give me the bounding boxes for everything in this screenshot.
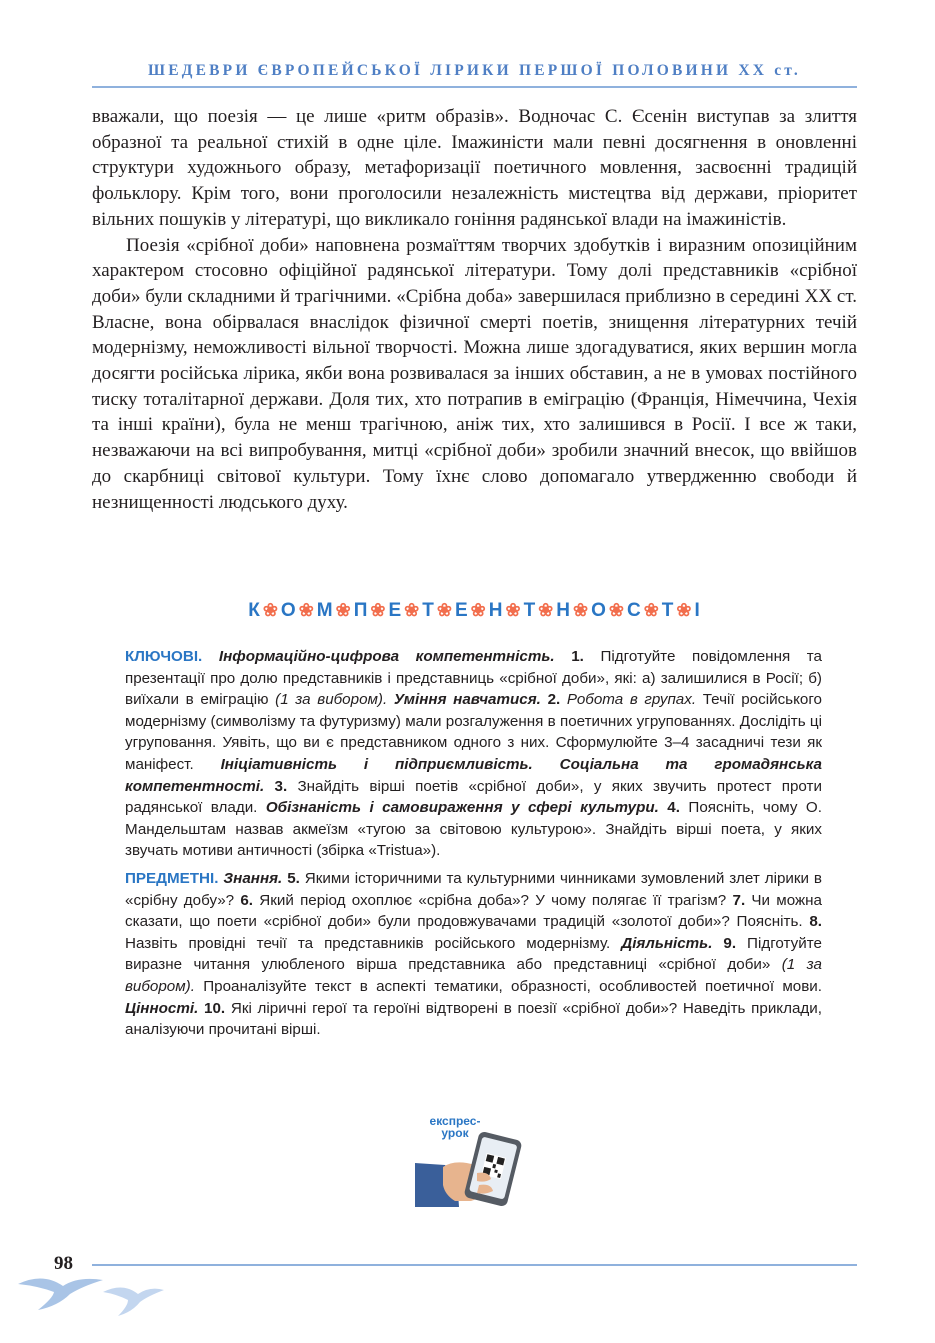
express-lesson-label: експрес- урок <box>429 1114 481 1140</box>
heading-letter: Н <box>556 600 571 621</box>
tasks-block <box>125 646 822 1047</box>
heading-letter: О <box>591 600 607 621</box>
running-header: ШЕДЕВРИ ЄВРОПЕЙСЬКОЇ ЛІРИКИ ПЕРШОЇ ПОЛОВИНИ XX ст. <box>147 62 801 79</box>
heading-letter: Е <box>454 600 469 621</box>
heading-letter: Т <box>661 600 675 621</box>
heading-letter: М <box>316 600 334 621</box>
heading-letter: І <box>694 600 701 621</box>
subject-competencies: ПРЕДМЕТНІ. Знання. 5. Якими історичними та культурними чинниками зумовлений злет лірики в «срібну добу»? 6. Який період охоплює «срібна доба»? У чому полягає її трагізм? 7. Чи можна сказати, що поети «срібної доби» були продовжувачами традицій «золотої доби»? Поясніть. 8. Назвіть провідні течії та представників російського модернізму. Діяльність. 9. Підготуйте виразне читання улюбленого вірша представника або представниці «срібної доби» (1 за вибором). Проаналізуйте текст в аспекті тематики, образності, особливостей поетичної мови. Цінності. 10. Які ліричні герої та героїні відтворені в поезії «срібної доби»? Наведіть приклади, аналізуючи прочитані вірші. <box>125 869 823 1039</box>
key-label: КЛЮЧОВІ. <box>125 648 203 665</box>
heading-letter: С <box>626 600 642 621</box>
page-number: 98 <box>54 1253 73 1274</box>
subject-label: ПРЕДМЕТНІ. <box>125 869 219 887</box>
heading-letter: Т <box>422 600 435 621</box>
heading-letter: Т <box>523 600 537 621</box>
header-rule <box>92 86 857 88</box>
express-lesson-link[interactable] <box>415 1115 525 1210</box>
heading-letter: О <box>280 600 297 621</box>
paragraph-2: Поезія «срібної доби» наповнена розмаїттям творчих здобутків і виразним опозиційним характером стосовно офіційної радянської літератури. Тому долі представників «срібної доби» були складними й трагічними. «Срібна доба» завершилася приблизно в середині XX ст. Власне, вона обірвалася внаслідок фізичної смерті поетів, знищення літературних течій модернізму, неможливості вільної творчості. Можна лише здогадуватися, яких вершин могла досягти російська лірика, якби вона розвивалася за інших обставин, а не в умовах постійного тиску тоталітарної держави. Доля тих, хто потрапив в еміграцію (Франція, Німеччина, Чехія та інші країни), була не менш трагічною, аніж тих, хто залишився в Росії. І все ж таки, незважаючи на всі випробування, митці «срібної доби» зробили значний внесок, що ввійшов до скарбниці світової культури. Тому їхнє слово допомагало утвердженню свободи й незнищенності людського духу. <box>92 234 857 513</box>
seagulls-decoration-icon <box>8 1262 168 1322</box>
heading-letter: Е <box>388 600 403 621</box>
heading-letter: П <box>353 600 369 621</box>
heading-letter: К <box>248 600 261 621</box>
main-text <box>92 104 857 515</box>
footer-rule <box>92 1264 857 1266</box>
competencies-heading: К ❀ О ❀ М ❀ П ❀ Е ❀ Т ❀ Е ❀ Н ❀ Т ❀ Н ❀ О ❀ С ❀ Т ❀ І <box>248 600 701 621</box>
paragraph-1: вважали, що поезія — це лише «ритм образів». Водночас С. Єсенін виступав за злиття образної та реальної стихій в одне ціле. Імажиністи мали певні досягнення в оновленні структури художнього образу, метафоризації поетичного мовлення, засвоєнні традицій фольклору. Крім того, вони проголосили незалежність мистецтва від держави, пріоритет вільних пошуків у літературі, що викликало гоніння радянської влади на імажиністів. <box>92 106 857 230</box>
key-competencies: КЛЮЧОВІ. Інформаційно-цифрова компетентність. 1. Підготуйте повідомлення та презентації про долю представників і представниць «срібної доби», які: а) залишилися в Росії; б) виїхали в еміграцію (1 за вибором). Уміння навчатися. 2. Робота в групах. Течії російського модернізму (символізму та футуризму) мали розгалуження в поетичних угрупованнях. Дослідіть ці угруповання. Уявіть, що ви є представником одного з них. Сформулюйте 3–4 засадничі тези як маніфест. Ініціативність і підприємливість. Соціальна та громадянська компетентності. 3. Знайдіть вірші поетів «срібної доби», у яких звучить протест проти радянської влади. Обізнаність і самовираження у сфері культури. 4. Поясніть, чому О. Мандельштам назвав акмеїзм «тугою за світовою культурою». Знайдіть вірші поета, у яких звучать мотиви античності (збірка «Tristua»). <box>125 648 823 860</box>
heading-letter: Н <box>488 600 504 621</box>
